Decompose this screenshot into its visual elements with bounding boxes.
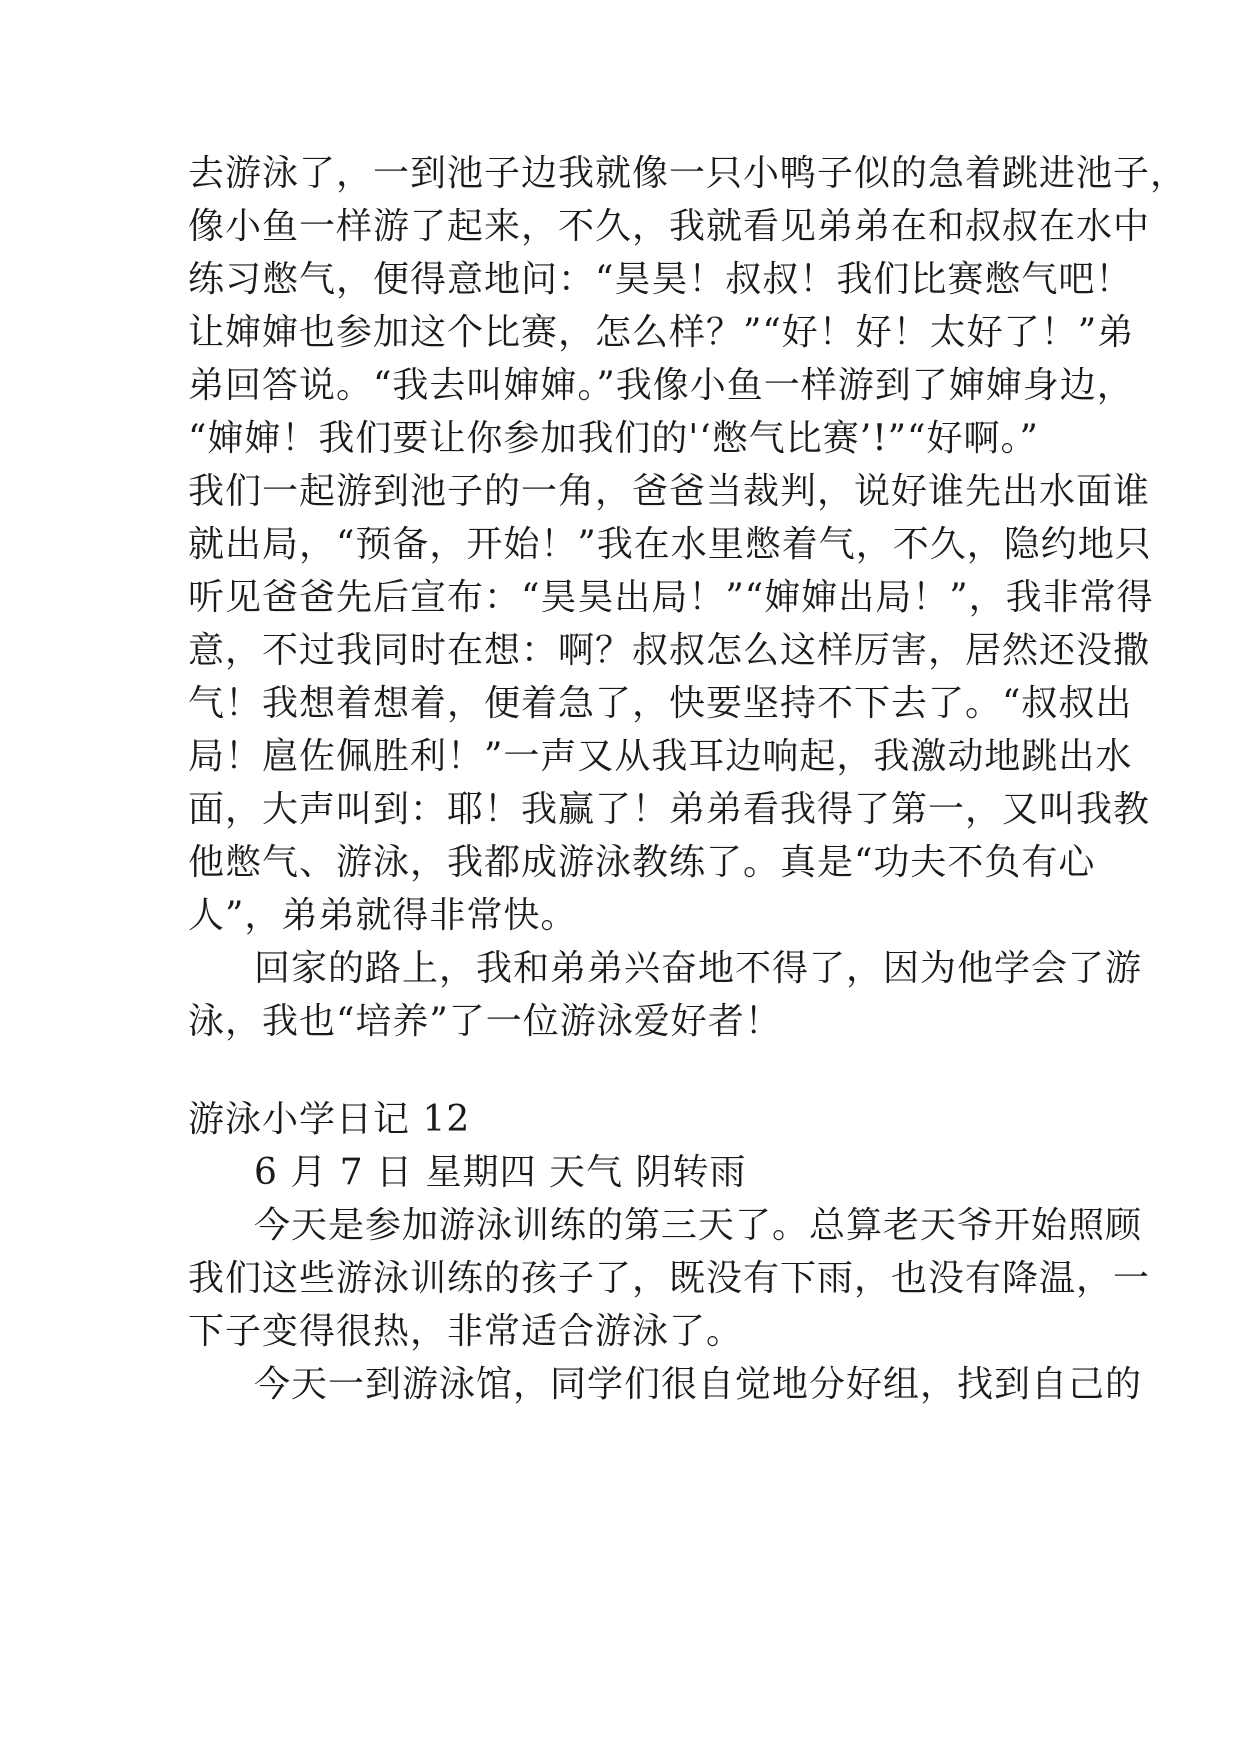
paragraph-start-line: 今天一到游泳馆，同学们很自觉地分好组，找到自己的 [254,1364,1143,1405]
section-title: 游泳小学日记 12 [188,1099,471,1140]
text-line: 像小鱼一样游了起来，不久，我就看见弟弟在和叔叔在水中 [188,206,1151,247]
paragraph-start-line: 今天是参加游泳训练的第三天了。总算老天爷开始照顾 [254,1205,1143,1246]
text-line: 局！扈佐佩胜利！”一声又从我耳边响起，我激动地跳出水 [188,736,1133,777]
text-line: 听见爸爸先后宣布：“昊昊出局！”“婶婶出局！”，我非常得 [188,577,1154,618]
text-line: 弟回答说。“我去叫婶婶。”我像小鱼一样游到了婶婶身边， [188,365,1134,406]
text-line: 我们这些游泳训练的孩子了，既没有下雨，也没有降温，一 [188,1258,1151,1299]
text-line: “婶婶！我们要让你参加我们的'‘憋气比赛’!”“好啊。” [188,418,1039,459]
text-line: 泳，我也“培养”了一位游泳爱好者！ [188,1001,782,1042]
text-line: 人”，弟弟就得非常快。 [188,895,578,936]
text-line: 就出局，“预备，开始！”我在水里憋着气，不久，隐约地只 [188,524,1152,565]
text-line: 下子变得很热，非常适合游泳了。 [188,1311,744,1352]
text-line: 练习憋气，便得意地问：“昊昊！叔叔！我们比赛憋气吧！ [188,259,1133,300]
diary-date-line: 6 月 7 日 星期四 天气 阴转雨 [254,1152,747,1193]
paragraph-start-line: 回家的路上，我和弟弟兴奋地不得了，因为他学会了游 [254,948,1143,989]
text-line: 我们一起游到池子的一角，爸爸当裁判，说好谁先出水面谁 [188,471,1151,512]
text-line: 去游泳了，一到池子边我就像一只小鸭子似的急着跳进池子， [188,153,1188,194]
text-line: 他憋气、游泳，我都成游泳教练了。真是“功夫不负有心 [188,842,1096,883]
text-line: 让婶婶也参加这个比赛，怎么样？”“好！好！太好了！”弟 [188,312,1135,353]
text-line: 意，不过我同时在想：啊？叔叔怎么这样厉害，居然还没撒 [188,630,1151,671]
text-line: 气！我想着想着，便着急了，快要坚持不下去了。“叔叔出 [188,683,1133,724]
text-line: 面，大声叫到：耶！我赢了！弟弟看我得了第一，又叫我教 [188,789,1151,830]
